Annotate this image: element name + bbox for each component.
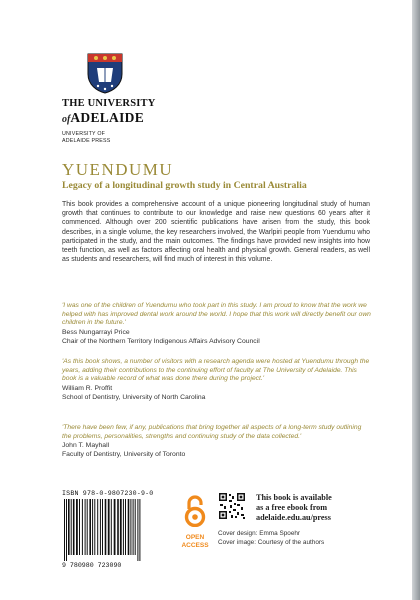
barcode-bars	[62, 499, 166, 561]
logo-press-line1: UNIVERSITY OF	[62, 131, 106, 137]
free-ebook-notice	[256, 493, 386, 522]
barcode-bar	[71, 499, 72, 555]
open-access-lock-icon	[184, 495, 206, 527]
university-crest-icon	[86, 52, 124, 94]
endorsement-quote-1	[62, 302, 372, 346]
barcode-bar	[82, 499, 83, 555]
quote-text: 'As this book shows, a number of visitors with a research agenda were hosted at Yuendumu through the years, adding their contributions to the continuing effort of faculty at The University of Adelaide. This book is a valuable record of what was done there during the project.'	[62, 358, 370, 383]
barcode-bar	[139, 499, 140, 561]
barcode-bar	[102, 499, 103, 555]
barcode-bar	[123, 499, 124, 555]
quote-author-affiliation: Faculty of Dentistry, University of Toronto	[62, 451, 186, 459]
cover-image-credit: Cover image: Courtesy of the authors	[218, 538, 325, 546]
barcode-bar	[94, 499, 95, 555]
barcode-bar	[87, 499, 88, 555]
logo-press-line2: ADELAIDE PRESS	[62, 137, 111, 144]
logo-university-line: THE UNIVERSITY	[62, 98, 156, 109]
barcode-bar	[85, 499, 86, 555]
book-spine-edge	[412, 0, 420, 600]
quote-text: 'I was one of the children of Yuendumu who took part in this study. I am proud to know that the work we helped with has improved dental work around the world. I hope that this work will directly benefit our own children in the future.'	[62, 302, 371, 327]
barcode-bar	[89, 499, 91, 555]
barcode-bar	[133, 499, 134, 555]
open-access-label	[178, 534, 212, 550]
barcode-bar	[68, 499, 70, 555]
logo-adelaide-line	[62, 109, 172, 127]
barcode-bar	[125, 499, 126, 555]
barcode-bar	[66, 499, 67, 561]
logo-of-word: of	[62, 114, 71, 125]
barcode-bar	[108, 499, 110, 555]
quote-author-name: John T. Mayhall	[62, 442, 110, 450]
ebook-url[interactable]: adelaide.edu.au/press	[256, 512, 331, 522]
ebook-line2: as a free ebook from	[256, 502, 328, 512]
barcode-bar	[120, 499, 122, 555]
barcode-bar	[117, 499, 119, 555]
barcode-bar	[73, 499, 75, 555]
barcode-digits: 9 780980 723090	[62, 562, 122, 569]
barcode-bar	[97, 499, 98, 555]
cover-credits	[218, 530, 388, 547]
quote-author-name: Bess Nungarrayi Price	[62, 329, 130, 337]
book-subtitle: Legacy of a longitudinal growth study in Central Australia	[62, 180, 307, 191]
ebook-line1: This book is available	[256, 493, 332, 502]
open-access-badge	[178, 495, 212, 550]
barcode-bar	[79, 499, 80, 555]
quote-author-name: William R. Proffit	[62, 385, 113, 393]
qr-code-icon	[218, 492, 246, 520]
barcode-bar	[137, 499, 138, 561]
quote-author-affiliation: Chair of the Northern Territory Indigenous Affairs Advisory Council	[62, 338, 260, 346]
barcode-bar	[64, 499, 65, 561]
open-access-line1: OPEN	[185, 534, 205, 541]
logo-adelaide-word: ADELAIDE	[70, 110, 145, 125]
barcode-bar	[128, 499, 130, 555]
open-access-line2: ACCESS	[181, 542, 209, 549]
barcode-bar	[130, 499, 131, 555]
cover-design-credit: Cover design: Emma Spoehr	[218, 530, 301, 537]
book-title: YUENDUMU	[62, 160, 174, 179]
university-logo	[62, 52, 172, 144]
endorsement-quote-3	[62, 424, 372, 459]
barcode-bar	[100, 499, 101, 555]
barcode-bar	[105, 499, 107, 555]
barcode-bar	[114, 499, 116, 555]
logo-press-name	[62, 131, 172, 144]
barcode-bar	[76, 499, 78, 555]
quote-author-affiliation: School of Dentistry, University of North Carolina	[62, 394, 206, 402]
isbn-number: ISBN 978-0-9807230-9-0	[62, 490, 154, 497]
quote-text: 'There have been few, if any, publications that bring together all aspects of a long-term study outlining the problems, personalities, strengths and continuing study of the data collected.'	[62, 424, 362, 440]
barcode-bar	[135, 499, 136, 555]
barcode-bar	[92, 499, 93, 555]
book-blurb: This book provides a comprehensive account of a unique pioneering longitudinal study of human growth that continues to contribute to our knowledge and raise new questions 60 years after it commenced. Although over 200 scientific publications have arisen from the study, this book describes, in a single volume, the key researchers involved, the Warlpiri people from Yuendumu who participated in the study, and the main outcomes. The findings have provided new insights into how teeth function, as well as factors affecting oral health and physical growth. General readers, as well as students and researchers, will find much of interest in this volume.	[62, 201, 370, 264]
isbn-barcode	[62, 490, 166, 576]
endorsement-quote-2	[62, 358, 372, 402]
barcode-bar	[111, 499, 112, 555]
